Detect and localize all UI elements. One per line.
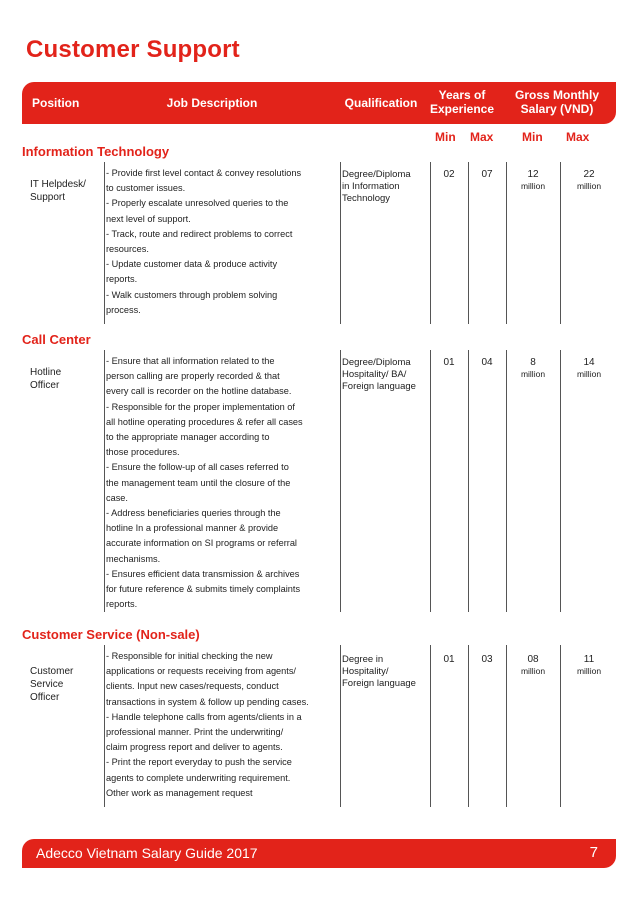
column-divider — [104, 162, 105, 324]
salary-max-cell — [560, 654, 618, 677]
description-line: - Provide first level contact & convey resolutions — [106, 168, 302, 178]
description-line: agents to complete underwriting requirement. — [106, 772, 291, 783]
table-row — [22, 350, 622, 612]
position-cell — [30, 366, 102, 392]
exp-min-value: 02 — [443, 169, 455, 180]
description-cell — [106, 166, 338, 318]
qualification-cell — [342, 654, 430, 690]
description-line: - Handle telephone calls from agents/clients in a — [106, 711, 302, 722]
description-line: person calling are properly recorded & that — [106, 371, 280, 382]
description-line: applications or requests receiving from agents/ — [106, 666, 296, 677]
header-years-experience — [422, 88, 502, 116]
table-row — [22, 645, 622, 807]
salary-unit: million — [576, 369, 602, 379]
salary-max-value: 11 — [583, 654, 595, 665]
description-line: - Ensure the follow-up of all cases referred to — [106, 462, 289, 473]
column-divider — [430, 350, 431, 612]
header-qualification: Qualification — [344, 96, 418, 110]
description-line: professional manner. Print the underwriting/ — [106, 727, 284, 738]
description-line: Other work as management request — [106, 787, 253, 798]
salary-max-value: 14 — [583, 357, 595, 368]
subheader-salary-max: Max — [566, 130, 590, 144]
subheader-exp-min: Min — [435, 130, 456, 144]
footer-title: Adecco Vietnam Salary Guide 2017 — [36, 845, 258, 861]
header-position: Position — [32, 96, 80, 110]
position-cell — [30, 178, 102, 204]
description-line: - Address beneficiaries queries through the — [106, 508, 281, 519]
position-cell — [30, 665, 102, 704]
description-line: for future reference & submits timely complaints — [106, 584, 301, 595]
column-divider — [104, 350, 105, 612]
description-line: all hotline operating procedures & refer all cases — [106, 416, 303, 427]
section-title-call-center: Call Center — [22, 332, 91, 347]
column-divider — [104, 645, 105, 807]
description-line: claim progress report and deliver to agents. — [106, 742, 283, 753]
exp-max-value: 04 — [481, 357, 493, 368]
salary-max-cell — [560, 357, 618, 380]
qualification-line: Degree/Diploma — [342, 357, 411, 368]
table-header — [22, 82, 616, 124]
qualification-line: Hospitality/ BA/ — [342, 369, 407, 380]
qualification-line: Foreign language — [342, 381, 416, 392]
description-line: clients. Input new cases/requests, conduct — [106, 681, 279, 692]
description-line: those procedures. — [106, 447, 180, 458]
position-line: Hotline — [30, 367, 62, 378]
column-divider — [340, 350, 341, 612]
header-job-description: Job Description — [166, 96, 258, 110]
header-salary-line1: Gross Monthly — [514, 88, 599, 102]
description-line: resources. — [106, 244, 149, 255]
header-years-line2: Experience — [429, 102, 495, 116]
subheader-exp-max: Max — [470, 130, 494, 144]
column-divider — [468, 162, 469, 324]
footer-bar — [22, 839, 616, 868]
description-line: every call is recorder on the hotline database. — [106, 386, 292, 397]
description-line: hotline In a professional manner & provide — [106, 523, 279, 534]
salary-min-cell — [506, 169, 560, 192]
description-line: the management team until the closure of the — [106, 477, 291, 488]
column-divider — [468, 645, 469, 807]
column-divider — [430, 645, 431, 807]
column-divider — [430, 162, 431, 324]
description-line: mechanisms. — [106, 553, 161, 564]
position-line: Service — [30, 679, 64, 690]
description-line: to the appropriate manager according to — [106, 432, 270, 443]
position-line: Officer — [30, 380, 60, 391]
description-line: - Responsible for initial checking the new — [106, 651, 273, 661]
description-line: - Track, route and redirect problems to correct — [106, 228, 293, 239]
description-line: - Walk customers through problem solving — [106, 289, 278, 300]
qualification-line: Hospitality/ — [342, 666, 389, 677]
salary-max-cell — [560, 169, 618, 192]
exp-min-value: 01 — [443, 654, 455, 665]
salary-min-cell — [506, 357, 560, 380]
description-cell — [106, 649, 338, 801]
section-title-it: Information Technology — [22, 144, 170, 159]
description-line: - Ensure that all information related to the — [106, 356, 275, 366]
salary-min-cell — [506, 654, 560, 677]
description-line: accurate information on SI programs or referral — [106, 538, 297, 549]
description-line: next level of support. — [106, 213, 191, 224]
column-divider — [340, 645, 341, 807]
qualification-line: Foreign language — [342, 678, 416, 689]
qualification-cell — [342, 357, 430, 393]
description-line: - Update customer data & produce activity — [106, 259, 278, 270]
salary-max-value: 22 — [583, 169, 595, 180]
page-number: 7 — [589, 844, 598, 861]
subheader-salary-min: Min — [522, 130, 543, 144]
column-divider — [506, 350, 507, 612]
position-line: Customer — [30, 666, 74, 677]
description-line: case. — [106, 492, 128, 503]
header-salary-line2: Salary (VND) — [520, 102, 594, 116]
qualification-cell — [342, 169, 430, 205]
description-line: to customer issues. — [106, 183, 186, 194]
salary-unit: million — [576, 181, 602, 191]
description-line: - Responsible for the proper implementation of — [106, 401, 295, 412]
column-divider — [468, 350, 469, 612]
page-title: Customer Support — [26, 36, 240, 63]
header-years-line1: Years of — [438, 88, 486, 102]
position-line: Officer — [30, 692, 60, 703]
salary-min-value: 8 — [530, 357, 536, 368]
salary-unit: million — [520, 666, 546, 676]
qualification-line: Technology — [342, 193, 391, 204]
salary-unit: million — [576, 666, 602, 676]
position-line: Support — [30, 192, 66, 203]
description-line: transactions in system & follow up pending cases. — [106, 696, 309, 707]
description-line: - Print the report everyday to push the service — [106, 757, 292, 768]
description-line: reports. — [106, 274, 138, 285]
header-gross-salary — [506, 88, 608, 116]
description-line: reports. — [106, 599, 138, 610]
exp-max-value: 07 — [481, 169, 493, 180]
qualification-line: Degree in — [342, 654, 384, 665]
description-line: - Ensures efficient data transmission & archives — [106, 568, 300, 579]
salary-min-value: 12 — [527, 169, 539, 180]
description-cell — [106, 354, 338, 612]
section-title-customer-service: Customer Service (Non-sale) — [22, 627, 200, 642]
description-line: - Properly escalate unresolved queries to the — [106, 198, 289, 209]
column-divider — [340, 162, 341, 324]
exp-max-value: 03 — [481, 654, 493, 665]
exp-min-value: 01 — [443, 357, 455, 368]
column-divider — [560, 350, 561, 612]
salary-unit: million — [520, 369, 546, 379]
salary-min-value: 08 — [527, 654, 539, 665]
table-row — [22, 162, 622, 324]
description-line: process. — [106, 304, 141, 315]
qualification-line: in Information — [342, 181, 400, 192]
salary-unit: million — [520, 181, 546, 191]
qualification-line: Degree/Diploma — [342, 169, 411, 180]
position-line: IT Helpdesk/ — [30, 179, 86, 190]
